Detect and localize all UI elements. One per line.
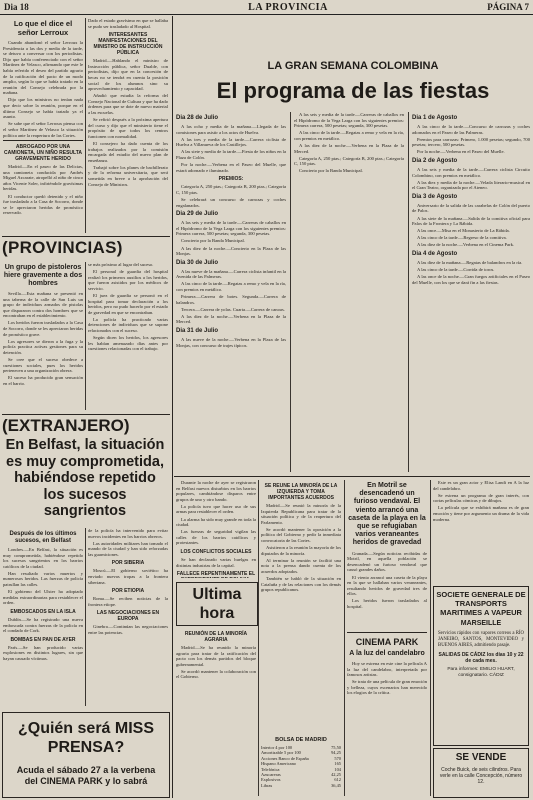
headline-instruccion: INTERESANTES MANIFESTACIONES DEL MINISTRO DE INSTRUCCIÓN PÚBLICA bbox=[93, 32, 163, 57]
ultima-hora-title: Ultima hora bbox=[192, 586, 242, 622]
se-vende-heading: SE VENDE bbox=[455, 752, 507, 763]
paragraph: El gobierno del Ulster ha adoptado medidas extraordinarias para restablecer el orden. bbox=[3, 589, 83, 606]
paragraph: A las tres y media de la tarde.—Carrera ciclista de Huelva a Villanueva de los Castillejos. bbox=[176, 136, 286, 148]
paragraph: A las nueve de la mañana.—Carrera ciclista infantil en la Avenida de las Palmeras. bbox=[176, 268, 286, 280]
paragraph: El viento arrancó una caseta de la playa en la que se hallaban varios veraneantes, resultando heridos de gravedad tres de ellos. bbox=[347, 574, 427, 597]
paragraph: Los heridos fueron trasladados al hospital. bbox=[347, 598, 427, 609]
paragraph: Se cree que el suceso obedece a cuestiones sociales, pues los heridos pertenecen a una organización obrera. bbox=[3, 357, 83, 374]
paragraph: Tercera.—Carrera de yolas. Cuarta.—Carrera de canoas. bbox=[181, 306, 285, 312]
column-2-bottom bbox=[88, 528, 168, 708]
sgtm-salidas: SALIDAS DE CÁDIZ los días 10 y 22 de cada mes. bbox=[438, 652, 524, 664]
lower-col-3 bbox=[347, 480, 427, 620]
paragraph: A las nueve de la noche.—Verbena en la Plaza de las Monjas, con concurso de trajes típicos. bbox=[176, 337, 286, 348]
paragraph: de la policía ha intervenido para evitar nuevos incidentes en los barrios obreros. bbox=[88, 528, 168, 539]
ultima-hora-body bbox=[176, 628, 256, 796]
ultima-hora-box bbox=[176, 582, 258, 626]
page-label: PÁGINA 7 bbox=[487, 2, 529, 12]
headline-camioneta: ABROGADO POR UNA CAMIONETA, UN NIÑO RESULTA GRAVEMENTE HERIDO bbox=[3, 144, 83, 163]
paragraph: Los heridos fueron trasladados a la Casa de Socorro, donde se les apreciaron heridas de pronóstico grave. bbox=[3, 320, 83, 337]
paragraph: A las diez de la mañana.—Regatas de balandros en la ría. bbox=[417, 260, 523, 265]
day-heading: Dia 30 de Julio bbox=[176, 259, 219, 266]
section-divider bbox=[174, 476, 530, 477]
day-heading: Dia 29 de Julio bbox=[176, 211, 219, 218]
table-row: Explosivos 612 bbox=[261, 777, 341, 783]
table-row: Interior 4 por 100 75,50 bbox=[261, 745, 341, 750]
extranjero-column bbox=[3, 528, 83, 708]
subhead: LOS CONFLICTOS SOCIALES bbox=[180, 549, 252, 556]
masthead: LA PROVINCIA bbox=[248, 1, 328, 13]
column-2-mid bbox=[88, 262, 168, 412]
divider bbox=[3, 140, 83, 141]
headline-lerroux: Lo que el dice el señor Lerroux bbox=[13, 19, 73, 37]
paragraph: Se acordó mantener la oposición a la política del Gobierno y pedir la inmediata convocatoria de las Cortes. bbox=[261, 526, 341, 544]
paragraph: Durante la noche de ayer se registraron en Belfast nuevos disturbios en los barrios populares, cambiándose disparos entre grupos de uno y otro bando. bbox=[176, 480, 256, 502]
paragraph: Se sabe que el señor Lerroux piensa con el señor Martínez de Velasco la situación política ante la reapertura de las Cortes. bbox=[3, 121, 83, 138]
paragraph: Este es un gran actor y Elisa Landi en A la luz del candelabro. bbox=[433, 480, 529, 491]
page-header bbox=[0, 0, 533, 15]
paragraph: Sevilla.—Esta mañana se presentó en una taberna de la calle de San Luis un grupo de individuos armados de pistolas que dispararon contra dos hombres que se encontraban en el establecimiento. bbox=[3, 291, 83, 319]
paragraph: Ginebra.—Continúan las negociaciones entre las potencias. bbox=[88, 624, 168, 636]
subhead: REUNIÓN DE LA MINORÍA AGRARIA bbox=[184, 631, 248, 643]
paragraph: A las siete de la mañana.—Salida de la comitiva oficial para Palos de la Frontera y La Rábida. bbox=[412, 215, 530, 227]
subhead: POR ETIOPIA bbox=[111, 588, 145, 595]
headline-belfast: En Belfast, la situación es muy comprometida, habiéndose repetido los sucesos sangrientos bbox=[5, 437, 165, 519]
paragraph: Los agresores se dieron a la fuga y la policía practica activas gestiones para su detención. bbox=[3, 338, 83, 355]
column-1 bbox=[3, 18, 83, 234]
column-divider bbox=[85, 528, 86, 706]
day-heading: Dia 4 de Agosto bbox=[412, 251, 458, 257]
day-heading: Dia 3 de Agosto bbox=[412, 193, 458, 200]
paragraph: A las cinco de la tarde.—Regreso de la comitiva. bbox=[417, 235, 507, 241]
paragraph: Cuando abandonó el señor Lerroux la Presidencia a las dos y media de la tarde, se detuvo a conversar con los periodistas. Dijo que había conferenciado con el señor Martínez de Velasco, afirmando que este le había referido el deseo del partido agrario de la ratificación del pacto de un modo amplio, según lo que se había tratado en la reunión del Consejo celebrada por la mañana. bbox=[3, 40, 83, 96]
column-divider bbox=[85, 262, 86, 410]
cinema-park bbox=[347, 632, 427, 799]
sgtm-ad bbox=[433, 586, 529, 746]
paragraph: Dado el estado gravísimo en que se hallaba se pudo ser trasladado al Hospital. bbox=[88, 18, 168, 29]
paragraph: A las seis y media de la tarde.—Carrera ciclista Circuito Colombino, con premios en metálico. bbox=[412, 166, 530, 178]
column-divider bbox=[290, 112, 291, 472]
paragraph: A las diez de la noche.—Verbena en la Plaza de la Merced. bbox=[176, 313, 286, 325]
paragraph: Se acordó mantener la colaboración con el Gobierno. bbox=[176, 668, 256, 680]
paragraph: Hoy se estrena en este cine la película A la luz del candelabro, interpretada por famosos artistas. bbox=[347, 661, 427, 678]
paragraph: Dijo que los ministros no tenían nada que decir sobre la reunión, porque en el último Consejo se había tratado ya el asunto. bbox=[3, 97, 83, 120]
column-divider bbox=[258, 480, 259, 796]
paragraph: Se han declarado varias huelgas en distintas industrias de la capital. bbox=[176, 557, 256, 568]
cinema-heading: CINEMA PARK bbox=[355, 637, 419, 647]
paragraph: Aniversario de la salida de las carabelas de Colón del puerto de Palos. bbox=[412, 202, 530, 214]
subhead-izquierda: SE REUNE LA MINORÍA DE LA IZQUIERDA Y TOMA IMPORTANTES ACUERDOS bbox=[264, 483, 338, 501]
paragraph: Madrid.—En el paseo de las Delicias, una camioneta conducida por Andrés Miguel Azcarate, atropelló al niño de cinco años Vicente Soler, infiriéndole gravísimas heridas. bbox=[3, 164, 83, 192]
paragraph: Madrid.—Se ha reunido la minoría agraria para tratar de la ratificación del pacto con los demás partidos del bloque gubernamental. bbox=[176, 645, 256, 667]
paragraph: Concierto por la Banda Municipal. bbox=[181, 238, 245, 244]
paragraph: A las diez de la noche.—Verbena en la Plaza de la Merced. bbox=[294, 142, 404, 154]
paragraph: Granada.—Según noticias recibidas de Motril, en aquella población se desencadenó un furioso vendaval que causó grandes daños. bbox=[347, 550, 427, 573]
subhead: LAS NEGOCIACIONES EN EUROPA bbox=[96, 610, 160, 623]
table-row: Telefónica 104 bbox=[261, 766, 341, 772]
subhead: EMBOSCADOS EN LA ISLA bbox=[10, 608, 76, 615]
paragraph: Por la noche.—Verbena en el Paseo del Muelle, que estará adornado e iluminado. bbox=[176, 162, 286, 173]
paragraph: La policía tuvo que hacer uso de sus armas para restablecer el orden. bbox=[176, 503, 256, 515]
paragraph: Las autoridades militares han tomado el mando de la ciudad y han sido reforzadas las guarniciones. bbox=[88, 540, 168, 557]
paragraph: A las cinco de la tarde.—Concurso de carrozas y coches adornados en el Paseo de las Palmeras. bbox=[412, 124, 530, 135]
column-2-top bbox=[88, 18, 168, 233]
column-divider bbox=[408, 112, 409, 472]
paragraph: A las cinco de la tarde.—Corrida de toros. bbox=[417, 267, 495, 273]
column-divider bbox=[172, 16, 173, 798]
colombina-col-2 bbox=[294, 112, 404, 472]
paragraph: Premios para carrozas: Primero, 1.000 pesetas; segundo, 700 pesetas; tercero, 500 pesetas. bbox=[412, 136, 530, 148]
paragraph: Concierto por la Banda Municipal. bbox=[299, 168, 363, 174]
paragraph: Categoría A, 250 ptas.; Categoría B, 200 ptas.; Categoría C, 150 ptas. bbox=[294, 155, 404, 167]
paragraph: El consejero ha dado cuenta de los trabajos realizados por la comisión encargada del estudio del nuevo plan de enseñanza. bbox=[88, 141, 168, 163]
paragraph: Se estrena un programa de gran interés, con cortas películas cómicas y de dibujos. bbox=[433, 492, 529, 504]
paragraph: A las seis y media de la tarde.—Carreras de caballos en el Hipódromo de la Vega Larga con los siguientes premios: Primera carrera, 500 pesetas; segunda, 300 pesetas. bbox=[294, 112, 404, 129]
sgtm-heading: SOCIETE GENERALE DE TRANSPORTS MARITIMES A VAPEUR bbox=[436, 590, 526, 617]
paragraph: Al terminar la reunión se facilitó una nota a la prensa dando cuenta de los acuerdos adoptados. bbox=[261, 557, 341, 575]
subhead-salamanca: FALLECE REPENTINAMENTE EL bbox=[176, 571, 256, 578]
sgtm-info: Para informes: EMILIO HUART, consignatario. CÁDIZ bbox=[447, 667, 515, 678]
paragraph: Asistieron a la reunión la mayoría de los diputados de la minoría. bbox=[261, 545, 341, 556]
colombina-col-1 bbox=[176, 112, 286, 472]
headline-motril: En Motril se desencadenó un furioso vendaval. El viento arrancó una caseta de la playa en la que se refugiaban varios veraneantes heridos de gravedad bbox=[348, 482, 426, 547]
subhead-belfast: Después de los últimos sucesos, en Belfast bbox=[9, 531, 77, 544]
bolsa-madrid bbox=[261, 734, 341, 796]
paragraph: Según dicen los heridos, los agresores les habían amenazado días antes por cuestiones relacionadas con el trabajo. bbox=[88, 335, 168, 352]
column-divider bbox=[85, 18, 86, 233]
cinema-subheading: A la luz del candelabro bbox=[349, 650, 425, 657]
paragraph: A las ocho y media de la mañana.—Llegada de las comisiones para asistir a los actos de Huelva. bbox=[176, 124, 286, 135]
paragraph: La película que se exhibirá mañana es de gran emoción y tiene por argumento un drama de la vida moderna. bbox=[433, 505, 529, 522]
paragraph: Dublín.—Se ha registrado una nueva emboscada contra fuerzas de la policía en el condado de Cork. bbox=[3, 616, 83, 634]
paragraph: A las diez de la noche.—Concierto en la Plaza de las Monjas. bbox=[176, 245, 286, 257]
provincias-column bbox=[3, 262, 83, 412]
paragraph: Por la noche.—Verbena en el Paseo del Muelle. bbox=[417, 149, 505, 155]
miss-prensa-text: Acuda el sábado 27 a la verbena del CINEMA PARK y lo sabrá bbox=[16, 765, 156, 786]
table-row: Hispano Americano 165 bbox=[261, 761, 341, 767]
paragraph: Madrid.—Se reunió la minoría de la Izquierda Republicana para tratar de la situación política y de la reapertura del Parlamento. bbox=[261, 503, 341, 525]
bolsa-table bbox=[261, 745, 341, 788]
subhead: POR SIBERIA bbox=[111, 560, 145, 567]
section-divider bbox=[2, 236, 170, 237]
paragraph: A las cinco de la tarde.—Regatas a remo y vela en la ría, con premios en metálico. bbox=[294, 130, 404, 141]
paragraph: Las fuerzas de seguridad vigilan las calles de los barrios católicos y protestantes. bbox=[176, 529, 256, 546]
right-column bbox=[433, 480, 529, 584]
paragraph: A las seis y media de la tarde.—Carreras de caballos en el Hipódromo de la Vega Larga con los siguientes premios: Primera carrera, 500 pesetas; segunda, 300 pesetas. bbox=[176, 220, 286, 237]
paragraph: Se refirió después a la próxima apertura del curso y dijo que el ministerio tiene el propósito de que todos los centros funcionen con normalidad. bbox=[88, 117, 168, 139]
bolsa-heading: BOLSA DE MADRID bbox=[275, 737, 327, 743]
paragraph: Madrid.—Hablando el ministro de Instrucción pública, señor Dualde, con periodistas, dijo que en la concesión de becas no se tendrá en cuenta la posición social de los alumnos sino su aprovechamiento y capacidad. bbox=[88, 58, 168, 92]
headline-pistoleros: Un grupo de pistoleros hiere gravemente a dos hombres bbox=[3, 264, 83, 287]
paragraph: Primera.—Carrera de botes. Segunda.—Carrera de balandros. bbox=[176, 294, 286, 305]
paragraph: Han resultado varios muertos y numerosos heridos. Las fuerzas de policía patrullan las calles. bbox=[3, 570, 83, 588]
paragraph: La alarma ha sido muy grande en toda la ciudad. bbox=[176, 516, 256, 528]
subhead: BOMBAS EN PAN DE AYER bbox=[10, 636, 76, 643]
se-vende-body: Coche Buick, de seis cilindros. Para verle en la calle Concepción, número 12. bbox=[439, 767, 523, 786]
sgtm-body: Servicios rápidos con vapores correos a RÍO JANEIRO, SANTOS, MONTEVIDEO y BUENOS AIRES, admitiendo pasaje. bbox=[438, 631, 524, 648]
paragraph: Se celebrará un concurso de carrozas y coches engalanados. bbox=[176, 196, 286, 208]
paragraph: A las once.—Misa en el Monasterio de La Rábida. bbox=[417, 228, 510, 234]
lower-col-2 bbox=[261, 480, 341, 630]
miss-prensa-box bbox=[2, 712, 170, 798]
paragraph: Se trata de una película de gran emoción y belleza, cuyos escenarios han merecido los elogios de la crítica. bbox=[347, 679, 427, 696]
paragraph: París.—Se han producido varias explosiones en distintos lugares, sin que hayan causado víctimas. bbox=[3, 644, 83, 661]
se-vende-ad bbox=[433, 748, 529, 798]
header-date: Dia 18 bbox=[4, 2, 29, 12]
column-divider bbox=[344, 480, 345, 796]
paragraph: El suceso ha producido gran sensación en el barrio. bbox=[3, 375, 83, 386]
paragraph: Añadió que estudia la reforma del Consejo Nacional de Cultura y que ha dado órdenes para que se dote de nuevo material a las escuelas. bbox=[88, 93, 168, 116]
paragraph: A las diez de la noche.—Verbena en el Cinema Park. bbox=[417, 242, 515, 248]
table-row: Azucareras 42,25 bbox=[261, 772, 341, 778]
paragraph: La policía ha practicado varias detenciones de individuos que se supone relacionados con el suceso. bbox=[88, 316, 168, 334]
paragraph: El conductor quedó detenido y el niño fue trasladado a la Casa de Socorro, donde se le apreciaron heridas de pronóstico reservado. bbox=[3, 193, 83, 216]
section-divider bbox=[2, 414, 170, 415]
paragraph: Categoría A, 250 ptas.; Categoría B, 200 ptas.; Categoría C, 150 ptas. bbox=[176, 184, 286, 195]
table-row: Acciones Banco de España 570 bbox=[261, 755, 341, 761]
day-heading: Dia 28 de Julio bbox=[176, 115, 219, 121]
provincias-label: (PROVINCIAS) bbox=[2, 238, 123, 257]
day-heading: Dia 1 de Agosto bbox=[412, 115, 458, 121]
paragraph: Trabajó sobre los planes de bachillerato y de la reforma universitaria, que será sometida en breve a la aprobación del Consejo de Ministros. bbox=[88, 164, 168, 187]
paragraph: A las cinco de la tarde.—Regatas a remo y vela en la ría, con premios en metálico. bbox=[176, 281, 286, 292]
paragraph: El juez de guardia se personó en el hospital para tomar declaración a los heridos, pero no pudo hacerlo por el estado de gravedad en que se encontraban. bbox=[88, 292, 168, 315]
sgtm-city: MARSEILLE bbox=[460, 620, 502, 627]
paragraph: A las once de la noche.—Gran fuegos artificiales en el Paseo del Muelle, con los que se dará fin a las fiestas. bbox=[412, 274, 530, 285]
lower-col-1 bbox=[176, 480, 256, 578]
day-heading: Dia 31 de Julio bbox=[176, 328, 219, 335]
column-divider bbox=[430, 480, 431, 796]
colombina-col-3 bbox=[412, 112, 530, 472]
extranjero-label: (EXTRANJERO) bbox=[2, 416, 130, 435]
paragraph: También se habló de la situación en Cataluña y de las relaciones con los demás grupos republicanos. bbox=[261, 576, 341, 593]
colombina-banner: LA GRAN SEMANA COLOMBINA bbox=[267, 60, 439, 72]
premios-heading: PREMIOS: bbox=[218, 176, 244, 183]
colombina-title: El programa de las fiestas bbox=[216, 78, 490, 103]
paragraph: se más próximo al lugar del suceso. bbox=[88, 262, 154, 267]
paragraph: El personal de guardia del hospital realizó los primeros auxilios a los heridos, que fueron asistidos por los médicos de servicio. bbox=[88, 269, 168, 291]
paragraph: A las diez y media de la noche.—Velada literario-musical en el Gran Teatro, organizada por el Ateneo. bbox=[412, 179, 530, 191]
paragraph: A las siete y media de la tarde.—Fiesta de los niños en la Plaza de Colón. bbox=[176, 149, 286, 160]
paragraph: Roma.—Se reciben noticias de la frontera etíope. bbox=[88, 596, 168, 607]
paragraph: Moscú.—El gobierno soviético ha enviado nuevas tropas a la frontera siberiana. bbox=[88, 568, 168, 585]
miss-prensa-question: ¿Quién será MISS PRENSA? bbox=[17, 720, 155, 756]
paragraph: Londres.—En Belfast, la situación es muy comprometida, habiéndose repetido los sucesos sangrientos en los barrios católicos de la ciudad. bbox=[3, 547, 83, 569]
table-row: Amortizable 5 por 100 94,25 bbox=[261, 750, 341, 756]
table-row: Libras 36,45 bbox=[261, 782, 341, 788]
day-heading: Dia 2 de Agosto bbox=[412, 157, 458, 164]
